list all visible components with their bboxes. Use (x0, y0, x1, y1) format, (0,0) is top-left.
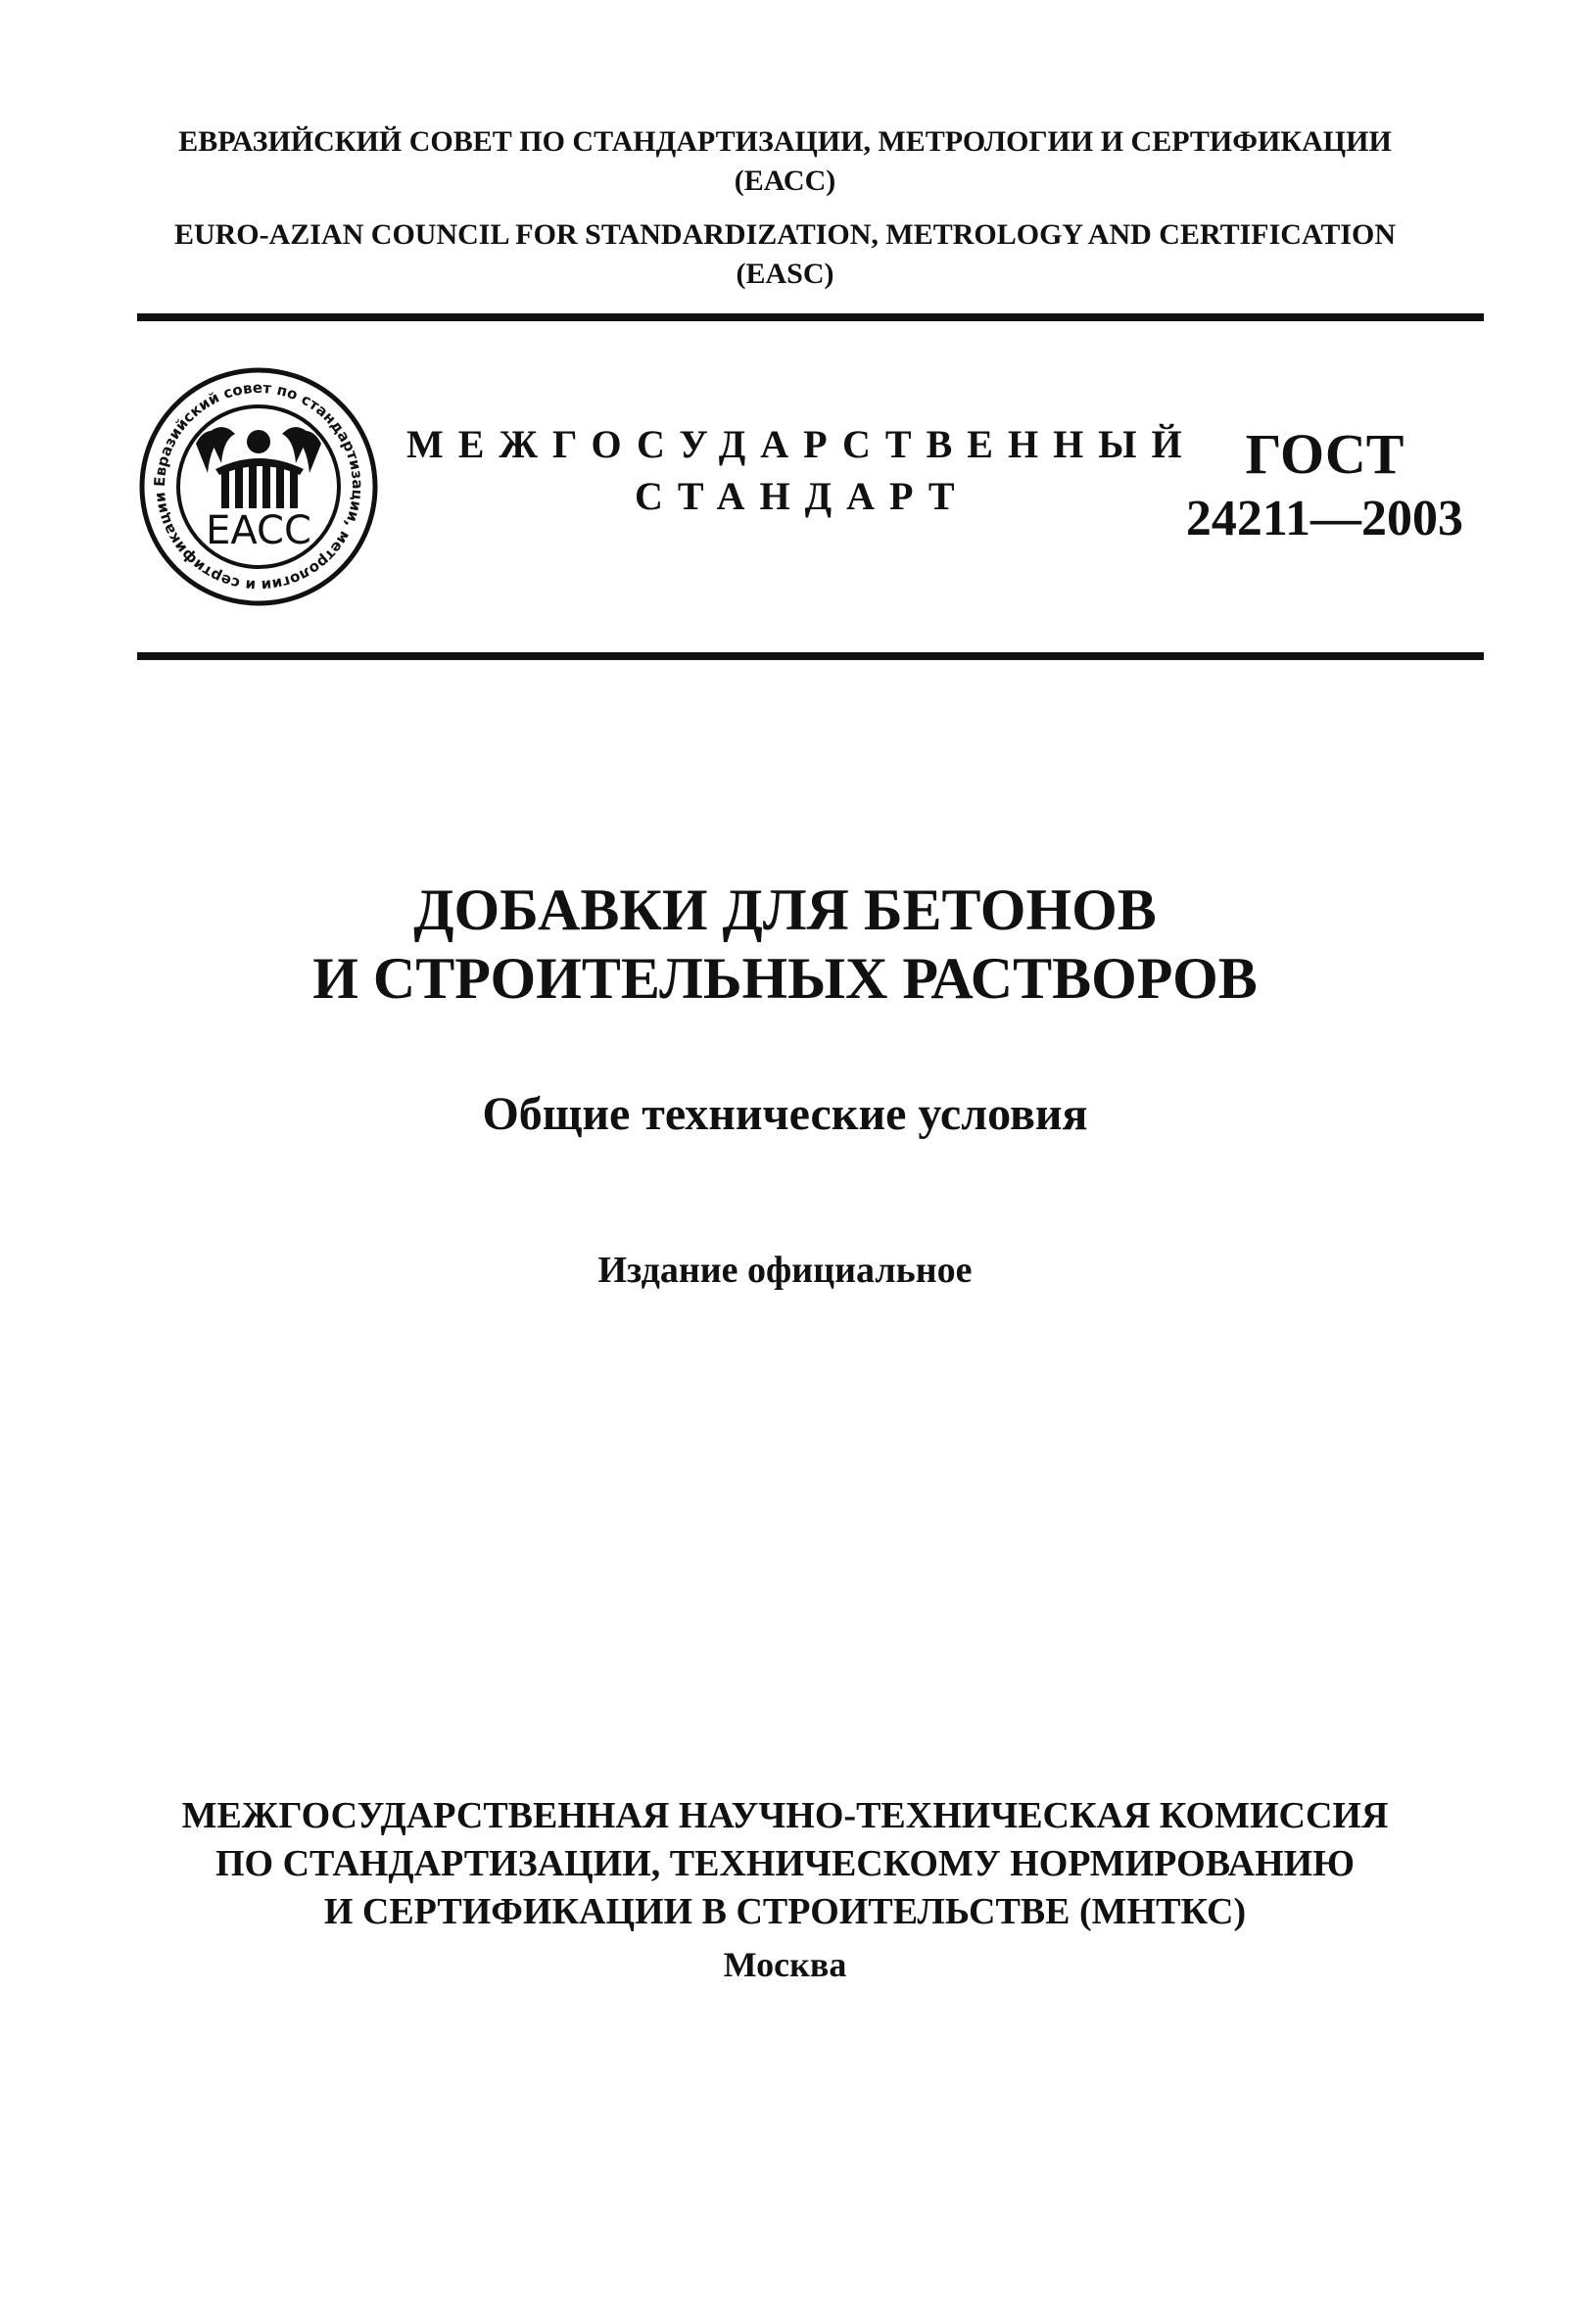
standard-type-line2: СТАНДАРТ (635, 474, 970, 518)
publisher-line2: ПО СТАНДАРТИЗАЦИИ, ТЕХНИЧЕСКОМУ НОРМИРОВАНИЮ (214, 1843, 1356, 1884)
edition-note: Издание официальное (597, 1250, 973, 1291)
logo-ring-text: Евразийский совет по стандартизации, метрологии и сертификации (150, 378, 367, 595)
logo-center-text: EACC (206, 508, 311, 553)
document-title-line2: И СТРОИТЕЛЬНЫХ РАСТВОРОВ (312, 946, 1258, 1011)
council-name-en: EURO-AZIAN COUNCIL FOR STANDARDIZATION, METROLOGY AND CERTIFICATION (173, 218, 1397, 251)
publisher-line1: МЕЖГОСУДАРСТВЕННАЯ НАУЧНО-ТЕХНИЧЕСКАЯ КОМИССИЯ (181, 1795, 1389, 1836)
council-abbr-ru: (ЕАСС) (734, 165, 836, 197)
gost-label: ГОСТ (1245, 422, 1404, 486)
easc-logo (137, 365, 380, 608)
publisher-city: Москва (723, 1945, 847, 1984)
top-rule (137, 313, 1484, 321)
council-name-ru: ЕВРАЗИЙСКИЙ СОВЕТ ПО СТАНДАРТИЗАЦИИ, МЕТРОЛОГИИ И СЕРТИФИКАЦИИ (178, 125, 1392, 158)
publisher-line3: И СЕРТИФИКАЦИИ В СТРОИТЕЛЬСТВЕ (МНТКС) (323, 1891, 1247, 1932)
emblem-hands-icon (196, 427, 321, 508)
standard-type-line1: МЕЖГОСУДАРСТВЕННЫЙ (406, 422, 1197, 466)
bottom-rule (137, 652, 1484, 660)
gost-number: 24211—2003 (1185, 491, 1464, 546)
document-subtitle: Общие технические условия (482, 1088, 1088, 1140)
document-title-line1: ДОБАВКИ ДЛЯ БЕТОНОВ (413, 877, 1157, 942)
council-abbr-en: (EASC) (736, 258, 834, 290)
